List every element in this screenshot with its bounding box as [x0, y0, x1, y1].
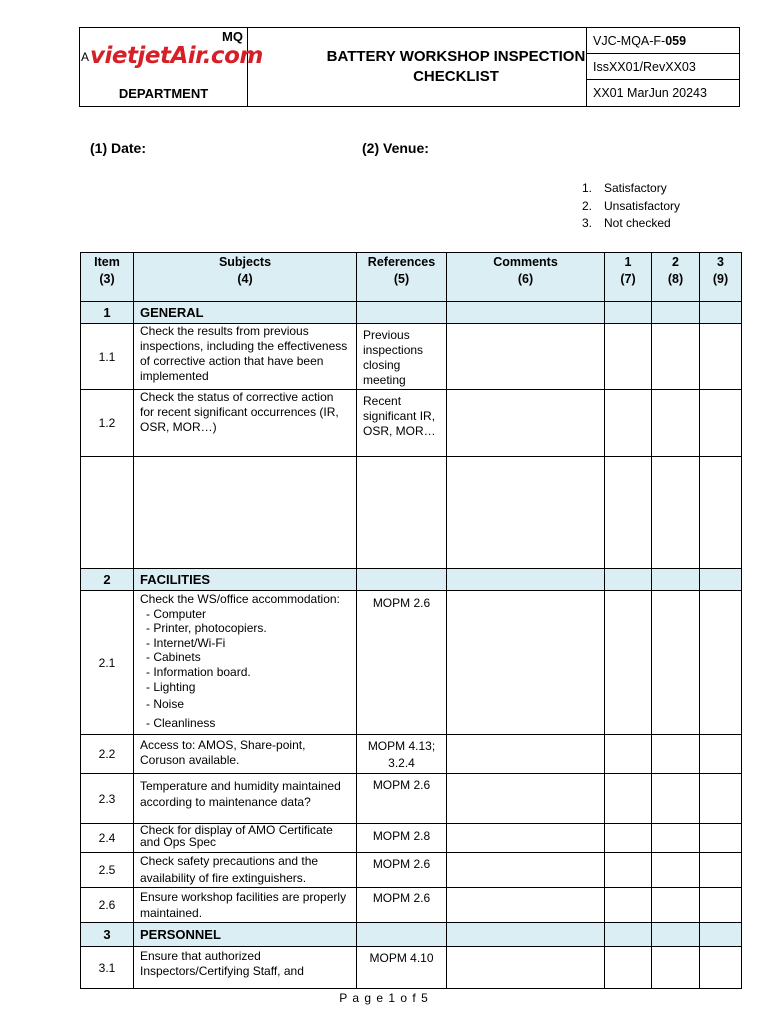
legend-item: 1. Satisfactory — [582, 181, 667, 195]
document-header — [79, 27, 740, 107]
table-row: 2.3 Temperature and humidity maintained according to maintenance data? MOPM 2.6 — [81, 774, 742, 824]
legend-item: 3. Not checked — [582, 216, 671, 230]
table-row: 1.2 Check the status of corrective action for recent significant occurrences (IR, OSR, MOR…) Recent significant IR, OSR, MOR… — [81, 390, 742, 457]
col-rating-1: 1 (7) — [605, 253, 652, 302]
table-row: 2.2 Access to: AMOS, Share-point, Coruson available. MOPM 4.13; 3.2.4 — [81, 735, 742, 774]
table-row: 2.5 Check safety precautions and the availability of fire extinguishers. MOPM 2.6 — [81, 853, 742, 888]
page-footer: P a g e 1 o f 5 — [339, 991, 429, 1005]
col-comments: Comments (6) — [447, 253, 605, 302]
page-total: 5 — [421, 991, 429, 1005]
legend-item: 2. Unsatisfactory — [582, 198, 681, 213]
col-subjects: Subjects (4) — [134, 253, 357, 302]
title-line-1: BATTERY WORKSHOP INSPECTION — [326, 48, 586, 65]
form-code: VJC-MQA-F-059 — [587, 28, 740, 54]
document-meta — [586, 28, 740, 106]
table-header-row — [81, 253, 742, 302]
a-letter: A — [81, 50, 90, 64]
department-label: DEPARTMENT — [118, 86, 209, 101]
table-row: 2.4 Check for display of AMO Certificate and Ops Spec MOPM 2.8 — [81, 824, 742, 853]
section-row: 2 FACILITIES — [81, 569, 742, 591]
table-row: 2.6 Ensure workshop facilities are properly maintained. MOPM 2.6 — [81, 888, 742, 923]
section-row: 1 GENERAL — [81, 302, 742, 324]
col-rating-2: 2 (8) — [652, 253, 700, 302]
issue-date: XX01 MarJun 20243 — [593, 86, 707, 100]
mq-label: MQ — [222, 29, 243, 44]
checklist-table — [80, 252, 742, 989]
table-row: 3.1 Ensure that authorized Inspectors/Certifying Staff, and MOPM 4.10 — [81, 947, 742, 989]
section-row: 3 PERSONNEL — [81, 923, 742, 947]
col-item: Item (3) — [81, 253, 134, 302]
vietjet-logo: vietjetAir.com — [90, 43, 263, 69]
logo-cell — [80, 28, 263, 106]
col-references: References (5) — [357, 253, 447, 302]
date-label: (1) Date: — [90, 140, 147, 156]
table-row: 2.1 Check the WS/office accommodation: - Computer - Printer, photocopiers. - Internet/Wi-Fi - Cabinets - Information board. - Lighting - Noise - Cleanliness MOPM 2.6 — [81, 591, 742, 735]
issue-revision: IssXX01/RevXX03 — [587, 54, 740, 80]
table-row-blank — [81, 457, 742, 569]
venue-label: (2) Venue: — [362, 140, 429, 156]
col-rating-3: 3 (9) — [700, 253, 742, 302]
table-row: 1.1 Check the results from previous inspections, including the effectiveness of corrective action that have been implemented Previous inspections closing meeting — [81, 324, 742, 390]
rating-legend — [582, 180, 680, 233]
title-line-2: CHECKLIST — [413, 68, 499, 85]
page-number: 1 — [388, 991, 397, 1005]
